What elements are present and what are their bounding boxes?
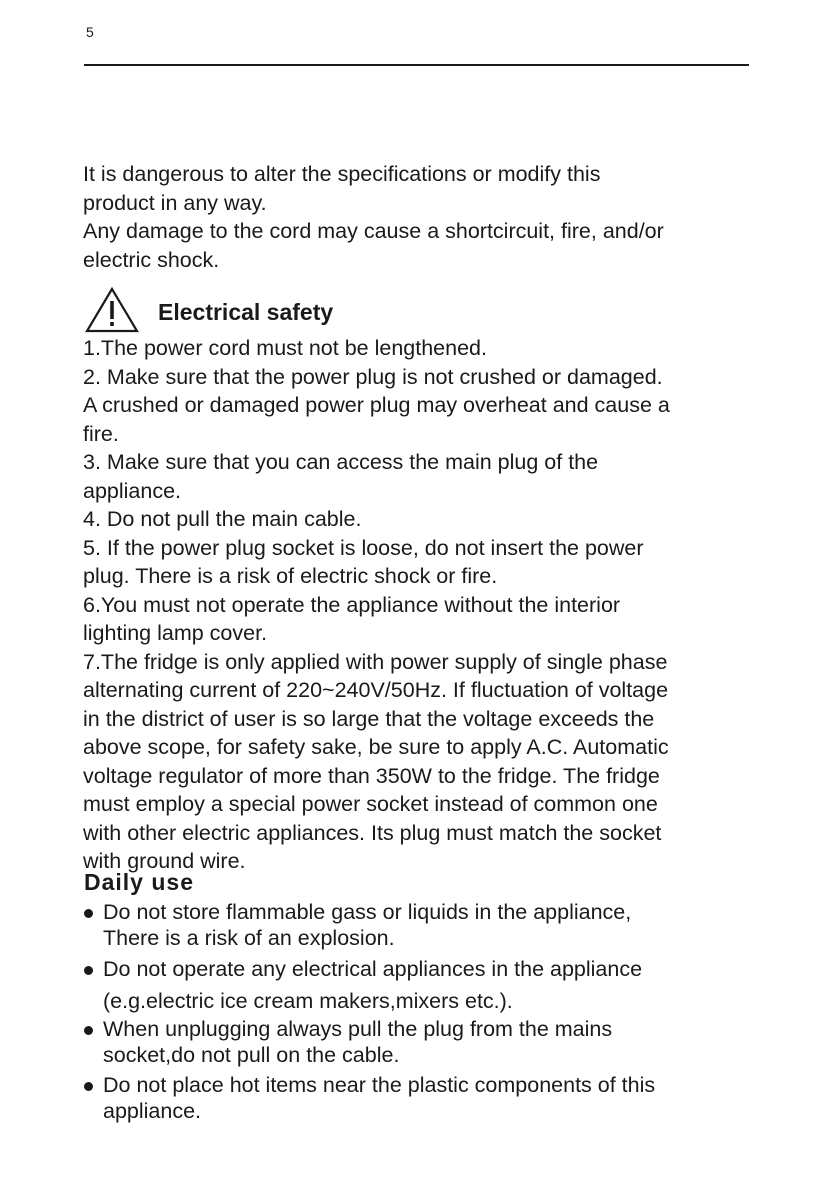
section-title: Electrical safety xyxy=(158,299,334,325)
bullet-line: appliance. xyxy=(103,1099,202,1123)
intro-line: Any damage to the cord may cause a shortcircuit, fire, and/or xyxy=(83,219,664,243)
safety-line: above scope, for safety sake, be sure to apply A.C. Automatic xyxy=(83,735,669,759)
safety-line: 3. Make sure that you can access the main plug of the xyxy=(83,450,599,474)
daily-use-list xyxy=(84,899,754,1124)
header-divider xyxy=(84,64,749,66)
bullet-line: Do not place hot items near the plastic components of this xyxy=(103,1073,656,1097)
list-item xyxy=(84,956,754,1014)
bullet-dot-icon xyxy=(84,1082,93,1091)
bullet-line: (e.g.electric ice cream makers,mixers etc.). xyxy=(103,989,513,1013)
safety-line: plug. There is a risk of electric shock or fire. xyxy=(83,564,498,588)
intro-line: electric shock. xyxy=(83,247,220,272)
bullet-line: socket,do not pull on the cable. xyxy=(103,1043,400,1067)
list-item xyxy=(84,1016,754,1068)
warning-triangle-icon xyxy=(84,287,140,333)
safety-line: 6.You must not operate the appliance without the interior xyxy=(83,592,621,617)
bullet-dot-icon xyxy=(84,1026,93,1035)
safety-line: with other electric appliances. Its plug must match the socket xyxy=(83,820,662,845)
safety-line: 5. If the power plug socket is loose, do not insert the power xyxy=(83,535,644,560)
page-number: 5 xyxy=(86,24,94,40)
bullet-line: When unplugging always pull the plug from the mains xyxy=(103,1017,613,1041)
safety-line: 4. Do not pull the main cable. xyxy=(83,507,362,531)
intro-line: It is dangerous to alter the specifications or modify this xyxy=(83,162,601,186)
bullet-dot-icon xyxy=(84,966,93,975)
bullet-line: There is a risk of an explosion. xyxy=(103,926,395,950)
list-item xyxy=(84,899,754,951)
safety-line: alternating current of 220~240V/50Hz. If fluctuation of voltage xyxy=(83,678,669,702)
bullet-dot-icon xyxy=(84,909,93,918)
daily-use-heading: Daily use xyxy=(84,869,194,895)
safety-line: 2. Make sure that the power plug is not crushed or damaged. xyxy=(83,364,663,389)
bullet-line: Do not store flammable gass or liquids in the appliance, xyxy=(103,900,632,924)
electrical-safety-list xyxy=(83,334,753,876)
intro-line: product in any way. xyxy=(83,190,267,215)
safety-line: in the district of user is so large that the voltage exceeds the xyxy=(83,706,655,731)
safety-line: fire. xyxy=(83,421,119,446)
safety-line: 7.The fridge is only applied with power supply of single phase xyxy=(83,649,668,674)
safety-line: with ground wire. xyxy=(83,849,246,873)
safety-line: appliance. xyxy=(83,478,182,503)
safety-line: must employ a special power socket instead of common one xyxy=(83,792,658,816)
list-item xyxy=(84,1072,754,1124)
safety-line: lighting lamp cover. xyxy=(83,621,268,645)
intro-paragraph xyxy=(83,160,753,274)
safety-line: A crushed or damaged power plug may overheat and cause a xyxy=(83,393,670,417)
bullet-line: Do not operate any electrical appliances in the appliance xyxy=(103,957,643,981)
safety-line: voltage regulator of more than 350W to the fridge. The fridge xyxy=(83,763,660,788)
safety-line: 1.The power cord must not be lengthened. xyxy=(83,336,487,360)
electrical-safety-heading xyxy=(84,285,333,333)
